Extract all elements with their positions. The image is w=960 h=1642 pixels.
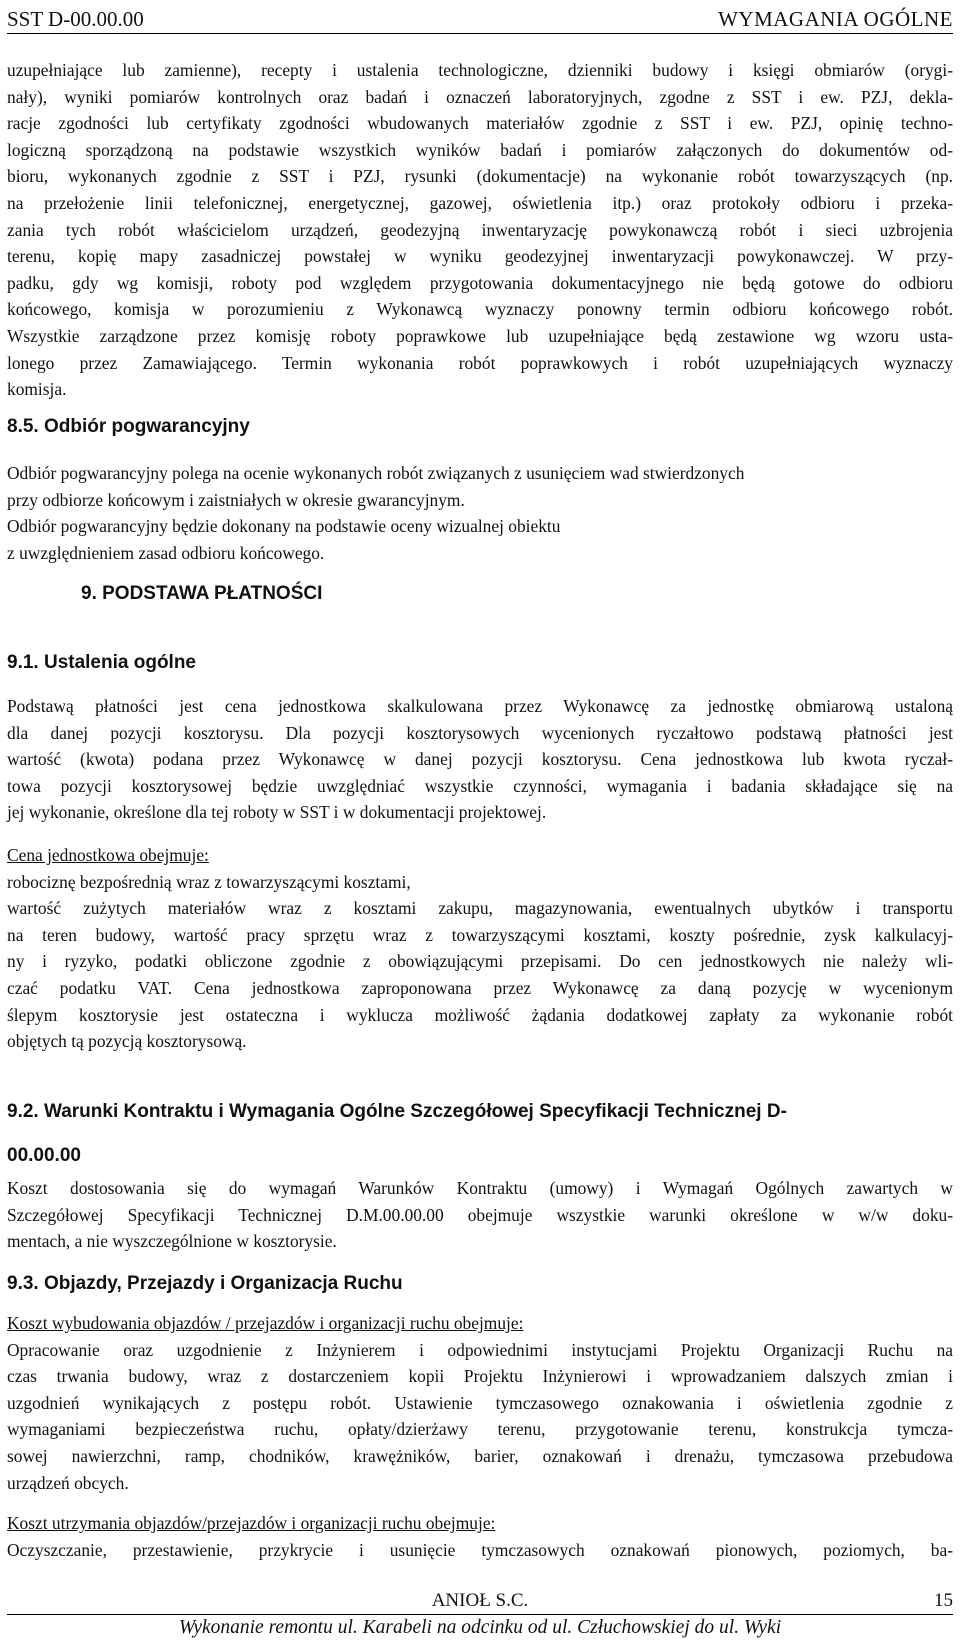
document-page [7,0,953,1642]
text-line: końcowego, komisja w porozumieniu z Wykonawcą wyznaczy ponowny termin odbioru końcowego robót. [7,299,953,320]
footer-company: ANIOŁ S.C. [431,1590,529,1611]
text-line: na przełożenie linii telefonicznej, energetycznej, gazowej, oświetlenia itp.) oraz protokoły odbioru i przeka- [7,192,953,213]
text-line: nały), wyniki pomiarów kontrolnych oraz badań i oznaczeń laboratoryjnych, zgodne z SST i ew. PZJ, dekla- [7,86,953,107]
text-line: terenu, kopię mapy zasadniczej powstałej w wyniku geodezyjnej inwentaryzacji powykonawczej. W przy- [7,246,953,267]
section-8-5-body [7,460,953,566]
footer-project-title: Wykonanie remontu ul. Karabeli na odcinku od ul. Człuchowskiej do ul. Wyki [178,1617,782,1638]
text-line: padku, gdy wg komisji, roboty pod względem przygotowania dokumentacyjnego nie będą gotowe do odbioru [7,272,953,293]
text-line: objętych tą pozycją kosztorysową. [7,1031,247,1052]
footer-page-number: 15 [934,1590,953,1611]
text-line: wymaganiami bezpieczeństwa ruchu, opłaty/dzierżawy terenu, przygotowanie terenu, konstrukcja tymcza- [7,1419,953,1440]
section-heading: 9.1. Ustalenia ogólne [7,652,196,673]
heading-line: 00.00.00 [7,1145,81,1166]
text-line: przy odbiorze końcowym i zaistniałych w okresie gwarancyjnym. [7,489,465,510]
section-9-1-heading-block [7,650,953,676]
text-line: racje zgodności lub certyfikaty zgodności wbudowanych materiałów zgodnie z SST i ew. PZJ, opinię techno- [7,113,953,134]
objazdy-build-block [7,1310,953,1496]
text-line: czać podatku VAT. Cena jednostkowa zaproponowana przez Wykonawcę za daną pozycję w wycenionym [7,977,953,998]
text-line: Odbiór pogwarancyjny będzie dokonany na podstawie oceny wizualnej obiektu [7,516,561,537]
text-line: ślepym kosztorysie jest ostateczna i wyklucza możliwość żądania dodatkowej zapłaty za wykonanie robót [7,1004,953,1025]
section-heading: 8.5. Odbiór pogwarancyjny [7,416,250,437]
section-heading [7,1090,953,1178]
text-line: wartość (kwota) podana przez Wykonawcę w danej pozycji kosztorysu. Cena jednostkowa lub kwota ryczał- [7,749,953,770]
intro-paragraph [7,57,953,403]
header-doc-code: SST D-00.00.00 [7,7,144,31]
underlined-label: Koszt wybudowania objazdów / przejazdów i organizacji ruchu obejmuje: [7,1313,524,1333]
text-line: zania tych robót właścicielom urządzeń, geodezyjną inwentaryzację powykonawczą robót i sieci uzbrojenia [7,219,953,240]
text-line: dla danej pozycji kosztorysu. Dla pozycji kosztorysowych wycenionych ryczałtowo podstawą płatności jest [7,722,953,743]
objazdy-build-text [7,1310,953,1496]
section-8-5-text [7,460,953,566]
text-line: Oczyszczanie, przestawienie, przykrycie i usunięcie tymczasowych oznakowań pionowych, poziomych, ba- [7,1539,953,1560]
section-9-1-body [7,693,953,826]
section-9-2-body [7,1175,953,1255]
section-heading: 9.3. Objazdy, Przejazdy i Organizacja Ruchu [7,1273,403,1294]
text-line: uzgodnień wynikających z postępu robót. Ustawienie tymczasowego oznakowania i oświetlenia zgodnie z [7,1392,953,1413]
intro-text [7,57,953,403]
objazdy-maint-text [7,1510,953,1563]
heading-line: 9.2. Warunki Kontraktu i Wymagania Ogólne Szczegółowej Specyfikacji Technicznej D- [7,1101,787,1122]
underlined-label: Koszt utrzymania objazdów/przejazdów i organizacji ruchu obejmuje: [7,1513,496,1533]
header-doc-title: WYMAGANIA OGÓLNE [718,7,953,31]
text-line: z uwzględnieniem zasad odbioru końcowego. [7,542,325,563]
cena-jednostkowa-block [7,842,953,1055]
text-line: uzupełniające lub zamienne), recepty i ustalenia technologiczne, dzienniki budowy i księgi obmiarów (orygi- [7,60,953,80]
chapter-heading: 9. PODSTAWA PŁATNOŚCI [81,583,323,604]
text-line: wartość zużytych materiałów wraz z kosztami zakupu, magazynowania, ewentualnych ubytków i transportu [7,898,953,919]
text-line: jej wykonanie, określone dla tej roboty w SST i w dokumentacji projektowej. [7,802,547,823]
text-line: Koszt dostosowania się do wymagań Warunków Kontraktu (umowy) i Wymagań Ogólnych zawartych w [7,1178,953,1198]
page-header [7,5,953,34]
section-8-5-heading-block [7,414,953,440]
section-9-1-text [7,693,953,826]
text-line: logiczną sporządzoną na podstawie wszystkich wyników badań i pomiarów załączonych do dokumentów od- [7,139,953,160]
text-line: bioru, wykonanych zgodnie z SST i PZJ, rysunki (dokumentacje) na wykonanie robót towarzyszących (np. [7,166,953,187]
section-9-2-heading-block [7,1090,953,1178]
section-9-3-heading-block [7,1271,953,1297]
underlined-label: Cena jednostkowa obejmuje: [7,845,209,865]
text-line: urządzeń obcych. [7,1472,129,1493]
text-line: lonego przez Zamawiającego. Termin wykonania robót poprawkowych i robót uzupełniających wyznaczy [7,352,953,373]
text-line: robociznę bezpośrednią wraz z towarzyszącymi kosztami, [7,871,411,892]
text-line: Opracowanie oraz uzgodnienie z Inżynierem i odpowiednimi instytucjami Projektu Organizacji Ruchu na [7,1339,953,1360]
cena-jednostkowa-text [7,842,953,1055]
text-line: Wszystkie zarządzone przez komisję roboty poprawkowe lub uzupełniające będą zestawione wg wzoru usta- [7,325,953,346]
text-line: czas trwania budowy, wraz z dostarczeniem kopii Projektu Inżynierowi i wprowadzaniem dalszych zmian i [7,1366,953,1387]
section-9-2-text [7,1175,953,1255]
objazdy-maint-block [7,1510,953,1563]
text-line: towa pozycji kosztorysowej będzie uwzględniać wszystkie czynności, wymagania i badania składające się na [7,775,953,796]
text-line: ny i ryzyko, podatki obliczone zgodnie z obowiązującymi przepisami. Do cen jednostkowych nie należy wli- [7,951,953,972]
text-line: komisja. [7,379,67,400]
text-line: na teren budowy, wartość pracy sprzętu wraz z towarzyszącymi kosztami, koszty pośrednie, zysk kalkulacyj- [7,924,953,945]
text-line: Szczegółowej Specyfikacji Technicznej D.M.00.00.00 obejmuje wszystkie warunki określone w w/w doku- [7,1204,953,1225]
text-line: sowej nawierzchni, ramp, chodników, krawężników, barier, oznakowań i drenażu, tymczasowa przebudowa [7,1445,953,1466]
section-9-heading-block [81,581,681,607]
text-line: Odbiór pogwarancyjny polega na ocenie wykonanych robót związanych z usunięciem wad stwierdzonych [7,463,745,483]
text-line: Podstawą płatności jest cena jednostkowa skalkulowana przez Wykonawcę za jednostkę obmiarową ustaloną [7,696,953,716]
text-line: mentach, a nie wyszczególnione w kosztorysie. [7,1231,337,1252]
